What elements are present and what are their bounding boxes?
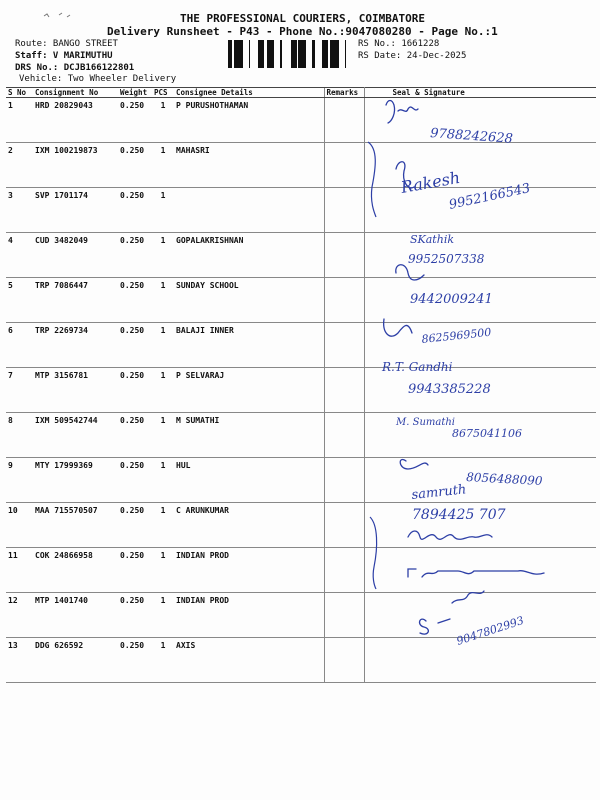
row-sno: 13 xyxy=(6,638,33,683)
col-sno: S No xyxy=(6,88,33,98)
row-weight: 0.250 xyxy=(118,638,152,683)
signature-text-14: 7894425 707 xyxy=(412,507,506,523)
row-pcs: 1 xyxy=(152,323,174,368)
row-consignee: P PURUSHOTHAMAN xyxy=(174,98,324,143)
row-consignee: AXIS xyxy=(174,638,324,683)
row-pcs: 1 xyxy=(152,548,174,593)
col-consignment: Consignment No xyxy=(33,88,118,98)
row-consignee: HUL xyxy=(174,458,324,503)
signature-text-12: 8056488090 xyxy=(465,470,543,488)
row-consignment: IXM 100219873 xyxy=(33,143,118,188)
signature-text-5: 9952507338 xyxy=(408,252,485,266)
row-consignment: DDG 626592 xyxy=(33,638,118,683)
row-consignment: MTP 3156781 xyxy=(33,368,118,413)
drs-number: DRS No.: DCJB166122801 xyxy=(15,63,135,73)
row-weight: 0.250 xyxy=(118,323,152,368)
col-pcs: PCS xyxy=(152,88,174,98)
row-pcs: 1 xyxy=(152,458,174,503)
signature-mark-13 xyxy=(420,591,484,634)
staff-label: Staff: V MARIMUTHU xyxy=(15,51,113,61)
row-weight: 0.250 xyxy=(118,98,152,143)
rs-date: RS Date: 24-Dec-2025 xyxy=(358,51,467,61)
signature-text-13: samruth xyxy=(410,482,468,503)
row-consignment: MAA 715570507 xyxy=(33,503,118,548)
row-sno: 5 xyxy=(6,278,33,323)
row-sno: 10 xyxy=(6,503,33,548)
signature-mark-12 xyxy=(408,569,544,577)
row-consignee: GOPALAKRISHNAN xyxy=(174,233,324,278)
row-pcs: 1 xyxy=(152,368,174,413)
row-pcs: 1 xyxy=(152,98,174,143)
row-remarks xyxy=(324,638,364,683)
row-weight: 0.250 xyxy=(118,458,152,503)
rs-number: RS No.: 1661228 xyxy=(358,39,440,49)
row-sno: 8 xyxy=(6,413,33,458)
route-label: Route: BANGO STREET xyxy=(15,39,118,49)
row-weight: 0.250 xyxy=(118,143,152,188)
vehicle-label: Vehicle: Two Wheeler Delivery xyxy=(19,74,177,84)
row-pcs: 1 xyxy=(152,413,174,458)
signature-area xyxy=(368,97,600,657)
row-pcs: 1 xyxy=(152,143,174,188)
row-weight: 0.250 xyxy=(118,413,152,458)
signature-mark-5 xyxy=(396,265,424,280)
row-remarks xyxy=(324,593,364,638)
row-consignee: C ARUNKUMAR xyxy=(174,503,324,548)
row-consignment: SVP 1701174 xyxy=(33,188,118,233)
signature-text-3: 9952166543 xyxy=(447,181,532,213)
barcode xyxy=(228,40,354,68)
row-sno: 3 xyxy=(6,188,33,233)
row-pcs: 1 xyxy=(152,233,174,278)
row-pcs: 1 xyxy=(152,638,174,683)
signature-text-11: 8675041106 xyxy=(452,427,522,440)
col-consignee: Consignee Details xyxy=(174,88,324,98)
signature-text-4: SKathik xyxy=(410,233,454,246)
row-consignment: TRP 7086447 xyxy=(33,278,118,323)
row-sno: 4 xyxy=(6,233,33,278)
runsheet-title: Delivery Runsheet - P43 - Phone No.:9047080280 - Page No.:1 xyxy=(107,25,498,38)
table-header-row xyxy=(6,88,596,98)
row-sno: 12 xyxy=(6,593,33,638)
row-consignee xyxy=(174,188,324,233)
row-weight: 0.250 xyxy=(118,548,152,593)
signature-text-8: R.T. Gandhi xyxy=(382,360,453,374)
row-weight: 0.250 xyxy=(118,503,152,548)
row-weight: 0.250 xyxy=(118,188,152,233)
col-signature: Seal & Signature xyxy=(364,88,596,98)
company-name: THE PROFESSIONAL COURIERS, COIMBATORE xyxy=(180,12,426,25)
signature-mark-11 xyxy=(408,531,492,539)
row-sno: 1 xyxy=(6,98,33,143)
row-pcs: 1 xyxy=(152,278,174,323)
signature-text-1: 9788242628 xyxy=(429,126,514,147)
row-consignment: IXM 509542744 xyxy=(33,413,118,458)
row-sno: 9 xyxy=(6,458,33,503)
row-consignee: INDIAN PROD xyxy=(174,548,324,593)
signature-mark-1 xyxy=(386,101,418,124)
signature-mark-6 xyxy=(384,319,412,336)
row-sno: 2 xyxy=(6,143,33,188)
row-consignment: CUD 3482049 xyxy=(33,233,118,278)
signature-text-15: 9047802993 xyxy=(454,613,526,648)
row-consignment: HRD 20829043 xyxy=(33,98,118,143)
row-sno: 6 xyxy=(6,323,33,368)
signature-mark-9 xyxy=(400,460,428,469)
row-consignee: BALAJI INNER xyxy=(174,323,324,368)
signature-text-2: Rakesh xyxy=(399,167,462,197)
row-sno: 11 xyxy=(6,548,33,593)
row-consignment: COK 24866958 xyxy=(33,548,118,593)
row-consignment: TRP 2269734 xyxy=(33,323,118,368)
row-pcs: 1 xyxy=(152,593,174,638)
row-weight: 0.250 xyxy=(118,278,152,323)
row-consignee: MAHASRI xyxy=(174,143,324,188)
row-pcs: 1 xyxy=(152,503,174,548)
signature-text-6: 9442009241 xyxy=(410,292,493,307)
col-weight: Weight xyxy=(118,88,152,98)
signature-text-9: 9943385228 xyxy=(408,382,491,397)
row-weight: 0.250 xyxy=(118,368,152,413)
row-weight: 0.250 xyxy=(118,593,152,638)
row-sno: 7 xyxy=(6,368,33,413)
row-pcs: 1 xyxy=(152,188,174,233)
row-weight: 0.250 xyxy=(118,233,152,278)
row-consignee: SUNDAY SCHOOL xyxy=(174,278,324,323)
signature-text-10: M. Sumathi xyxy=(396,417,455,428)
scan-mark xyxy=(43,11,73,19)
row-consignee: P SELVARAJ xyxy=(174,368,324,413)
col-remarks: Remarks xyxy=(324,88,364,98)
row-consignment: MTP 1401740 xyxy=(33,593,118,638)
signature-text-7: 8625969500 xyxy=(420,325,492,346)
row-consignee: M SUMATHI xyxy=(174,413,324,458)
row-consignment: MTY 17999369 xyxy=(33,458,118,503)
row-consignee: INDIAN PROD xyxy=(174,593,324,638)
